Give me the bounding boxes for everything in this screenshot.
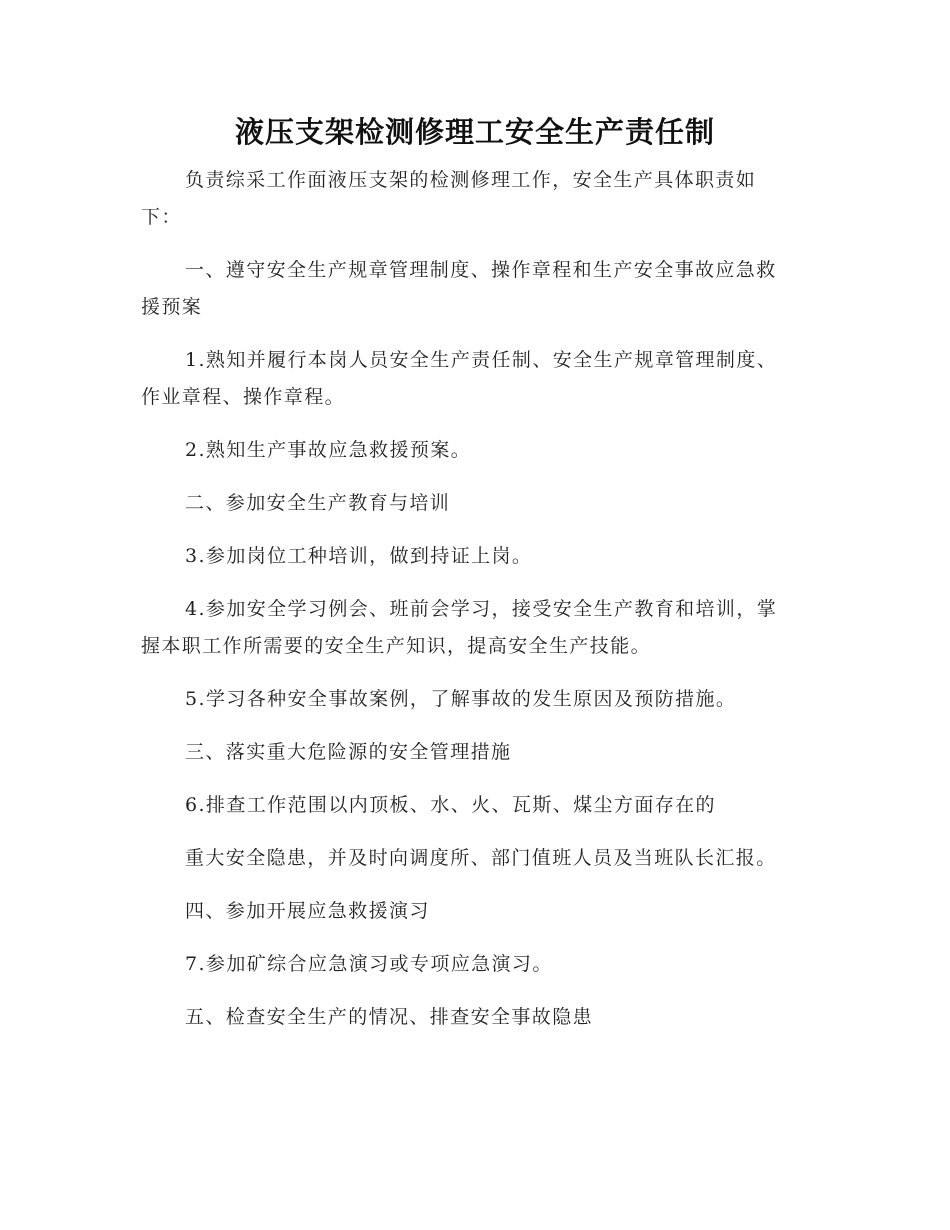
section-heading-4: 四、参加开展应急救援演习 [185,900,430,922]
section-heading-2: 二、参加安全生产教育与培训 [185,492,451,514]
item-paragraph-6: 6.排查工作范围以内顶板、水、火、瓦斯、煤尘方面存在的 [185,794,716,816]
section-heading-3: 三、落实重大危险源的安全管理措施 [185,741,512,763]
item-paragraph-7: 7.参加矿综合应急演习或专项应急演习。 [185,953,553,975]
item-paragraph-5: 5.学习各种安全事故案例，了解事故的发生原因及预防措施。 [185,688,737,710]
section-heading-1: 一、遵守安全生产规章管理制度、操作章程和生产安全事故应急救援预案 [141,259,777,318]
intro-paragraph: 负责综采工作面液压支架的检测修理工作，安全生产具体职责如下： [141,169,757,228]
section-heading-5: 五、检查安全生产的情况、排查安全事故隐患 [185,1006,594,1028]
item-paragraph-4: 4.参加安全学习例会、班前会学习，接受安全生产教育和培训，掌握本职工作所需要的安全生产知识，提高安全生产技能。 [141,598,778,657]
item-paragraph-6-continued: 重大安全隐患，并及时向调度所、部门值班人员及当班队长汇报。 [185,847,777,869]
document-title: 液压支架检测修理工安全生产责任制 [234,115,715,149]
item-paragraph-2: 2.熟知生产事故应急救援预案。 [185,439,472,461]
document-body [141,162,796,1052]
item-paragraph-3: 3.参加岗位工种培训，做到持证上岗。 [185,545,533,567]
item-paragraph-1: 1.熟知并履行本岗人员安全生产责任制、安全生产规章管理制度、作业章程、操作章程。 [141,349,778,408]
